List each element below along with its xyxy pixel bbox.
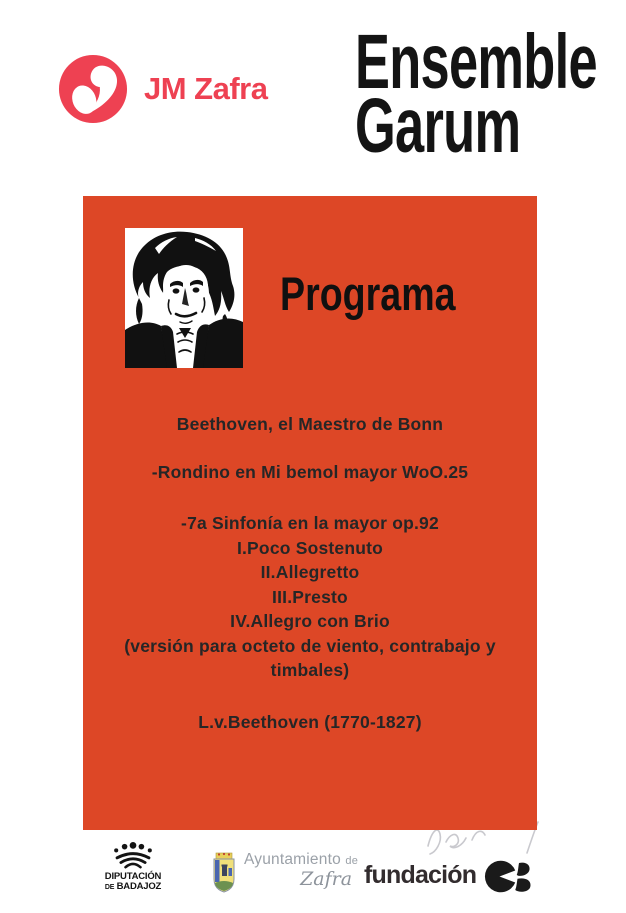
program-line-mov1: I.Poco Sostenuto: [236, 537, 384, 558]
jm-zafra-logo: [58, 52, 267, 126]
jm-zafra-logo-icon: [58, 52, 128, 126]
ayuntamiento-zafra-logo: [211, 852, 358, 896]
program-line-mov2: II.Allegretto: [260, 562, 360, 582]
fundacion-cb-logo: [364, 856, 531, 894]
program-card: [83, 196, 537, 830]
diputacion-badajoz-logo: [94, 842, 172, 893]
ayuntamiento-label: Ayuntamiento de: [244, 851, 359, 868]
title-line2: Garum: [355, 83, 521, 169]
program-list: [83, 412, 537, 734]
diputacion-crown-icon: [108, 842, 158, 870]
program-line-piece2: -7a Sinfonía en la mayor op.92: [181, 513, 439, 533]
ensemble-garum-title: [355, 19, 597, 169]
program-line-mov3: III.Presto: [272, 586, 348, 607]
fundacion-label: fundación: [364, 860, 477, 889]
jm-zafra-wordmark: JM Zafra: [144, 71, 268, 106]
zafra-script-label: Zafra: [300, 868, 353, 890]
program-line-piece1: -Rondino en Mi bemol mayor WoO.25: [151, 461, 469, 482]
diputacion-label-line2: DE BADAJOZ: [104, 881, 162, 892]
ayuntamiento-text: [244, 852, 358, 889]
diputacion-label-line1: DIPUTACIÓN: [104, 871, 162, 882]
program-line-version-note: (versión para octeto de viento, contrabajo y timbales): [124, 635, 496, 680]
program-line-intro: Beethoven, el Maestro de Bonn: [176, 414, 444, 434]
program-heading: Programa: [280, 267, 456, 320]
program-line-mov4: IV.Allegro con Brio: [230, 611, 390, 631]
fundacion-cb-icon: [483, 859, 531, 894]
beethoven-portrait-art: [125, 228, 243, 368]
program-line-composer: L.v.Beethoven (1770-1827): [198, 711, 422, 732]
beethoven-portrait-image: [125, 228, 243, 368]
zafra-shield-icon: [211, 852, 237, 896]
title-line1: Ensemble: [355, 19, 597, 105]
